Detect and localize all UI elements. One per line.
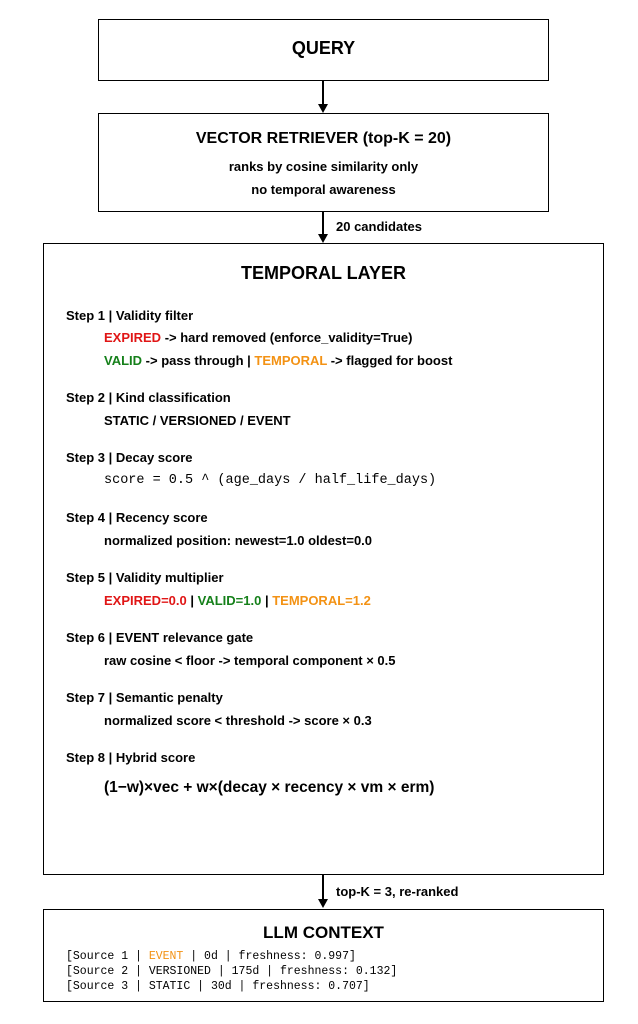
step-3-heading: Step 3 | Decay score: [66, 450, 193, 465]
step-2-line: STATIC / VERSIONED / EVENT: [104, 413, 291, 428]
source-kind-static: STATIC: [148, 980, 191, 993]
separator: |: [186, 593, 198, 608]
step-1-heading: Step 1 | Validity filter: [66, 308, 194, 323]
hybrid-score-formula: (1−w)×vec + w×(decay × recency × vm × erm): [104, 779, 435, 796]
temporal-layer-title: TEMPORAL LAYER: [240, 263, 407, 283]
arrow-temporal-to-context: [322, 875, 324, 901]
step-8-heading: Step 8 | Hybrid score: [66, 750, 196, 765]
retriever-line-2: no temporal awareness: [251, 182, 396, 197]
step-1-line-2-text: -> flagged for boost: [327, 353, 453, 368]
candidates-label: 20 candidates: [336, 219, 422, 234]
step-7-heading: Step 7 | Semantic penalty: [66, 690, 223, 705]
valid-label: VALID: [104, 353, 143, 368]
llm-context-box: [43, 909, 604, 1002]
source-suffix: | 175d | freshness: 0.132]: [210, 965, 398, 978]
query-box: [98, 19, 549, 81]
step-4-heading: Step 4 | Recency score: [66, 510, 208, 525]
retriever-box: [98, 113, 549, 212]
reranked-label: top-K = 3, re-ranked: [336, 884, 459, 899]
step-2-heading: Step 2 | Kind classification: [66, 390, 231, 405]
step-5-heading: Step 5 | Validity multiplier: [66, 570, 224, 585]
source-prefix: [Source 2 |: [66, 965, 149, 978]
source-suffix: | 30d | freshness: 0.707]: [190, 980, 370, 993]
step-1-line-2-mid: -> pass through |: [142, 353, 255, 368]
source-line-1: [66, 950, 356, 963]
source-line-2: [66, 965, 397, 978]
step-1-line-1-text: -> hard removed (enforce_validity=True): [161, 330, 413, 345]
arrow-head-3: [318, 899, 328, 908]
step-6-heading: Step 6 | EVENT relevance gate: [66, 630, 254, 645]
step-5-line: [104, 593, 371, 608]
source-line-3: [66, 980, 370, 993]
step-1-line-2: [104, 353, 452, 368]
step-4-line: normalized position: newest=1.0 oldest=0.0: [104, 533, 373, 548]
step-6-line: raw cosine < floor -> temporal component × 0.5: [104, 653, 396, 668]
arrow-head-1: [318, 104, 328, 113]
expired-multiplier: EXPIRED=0.0: [104, 593, 187, 608]
arrow-head-2: [318, 234, 328, 243]
source-kind-event: EVENT: [148, 950, 184, 963]
step-7-line: normalized score < threshold -> score × 0.3: [104, 713, 372, 728]
temporal-layer-box: [43, 243, 604, 875]
retriever-line-1: ranks by cosine similarity only: [228, 159, 419, 174]
temporal-label: TEMPORAL: [254, 353, 328, 368]
retriever-title: VECTOR RETRIEVER (top-K = 20): [195, 130, 452, 147]
step-1-line-1: [104, 330, 413, 345]
step-3-formula: score = 0.5 ^ (age_days / half_life_days): [104, 473, 437, 488]
valid-multiplier: VALID=1.0: [197, 593, 262, 608]
source-kind-versioned: VERSIONED: [148, 965, 211, 978]
source-prefix: [Source 3 |: [66, 980, 149, 993]
source-suffix: | 0d | freshness: 0.997]: [183, 950, 356, 963]
query-title: QUERY: [291, 38, 356, 58]
arrow-retriever-to-temporal: [322, 212, 324, 236]
temporal-multiplier: TEMPORAL=1.2: [272, 593, 371, 608]
llm-context-title: LLM CONTEXT: [263, 923, 384, 942]
source-prefix: [Source 1 |: [66, 950, 149, 963]
separator: |: [261, 593, 273, 608]
expired-label: EXPIRED: [104, 330, 162, 345]
arrow-query-to-retriever: [322, 81, 324, 106]
